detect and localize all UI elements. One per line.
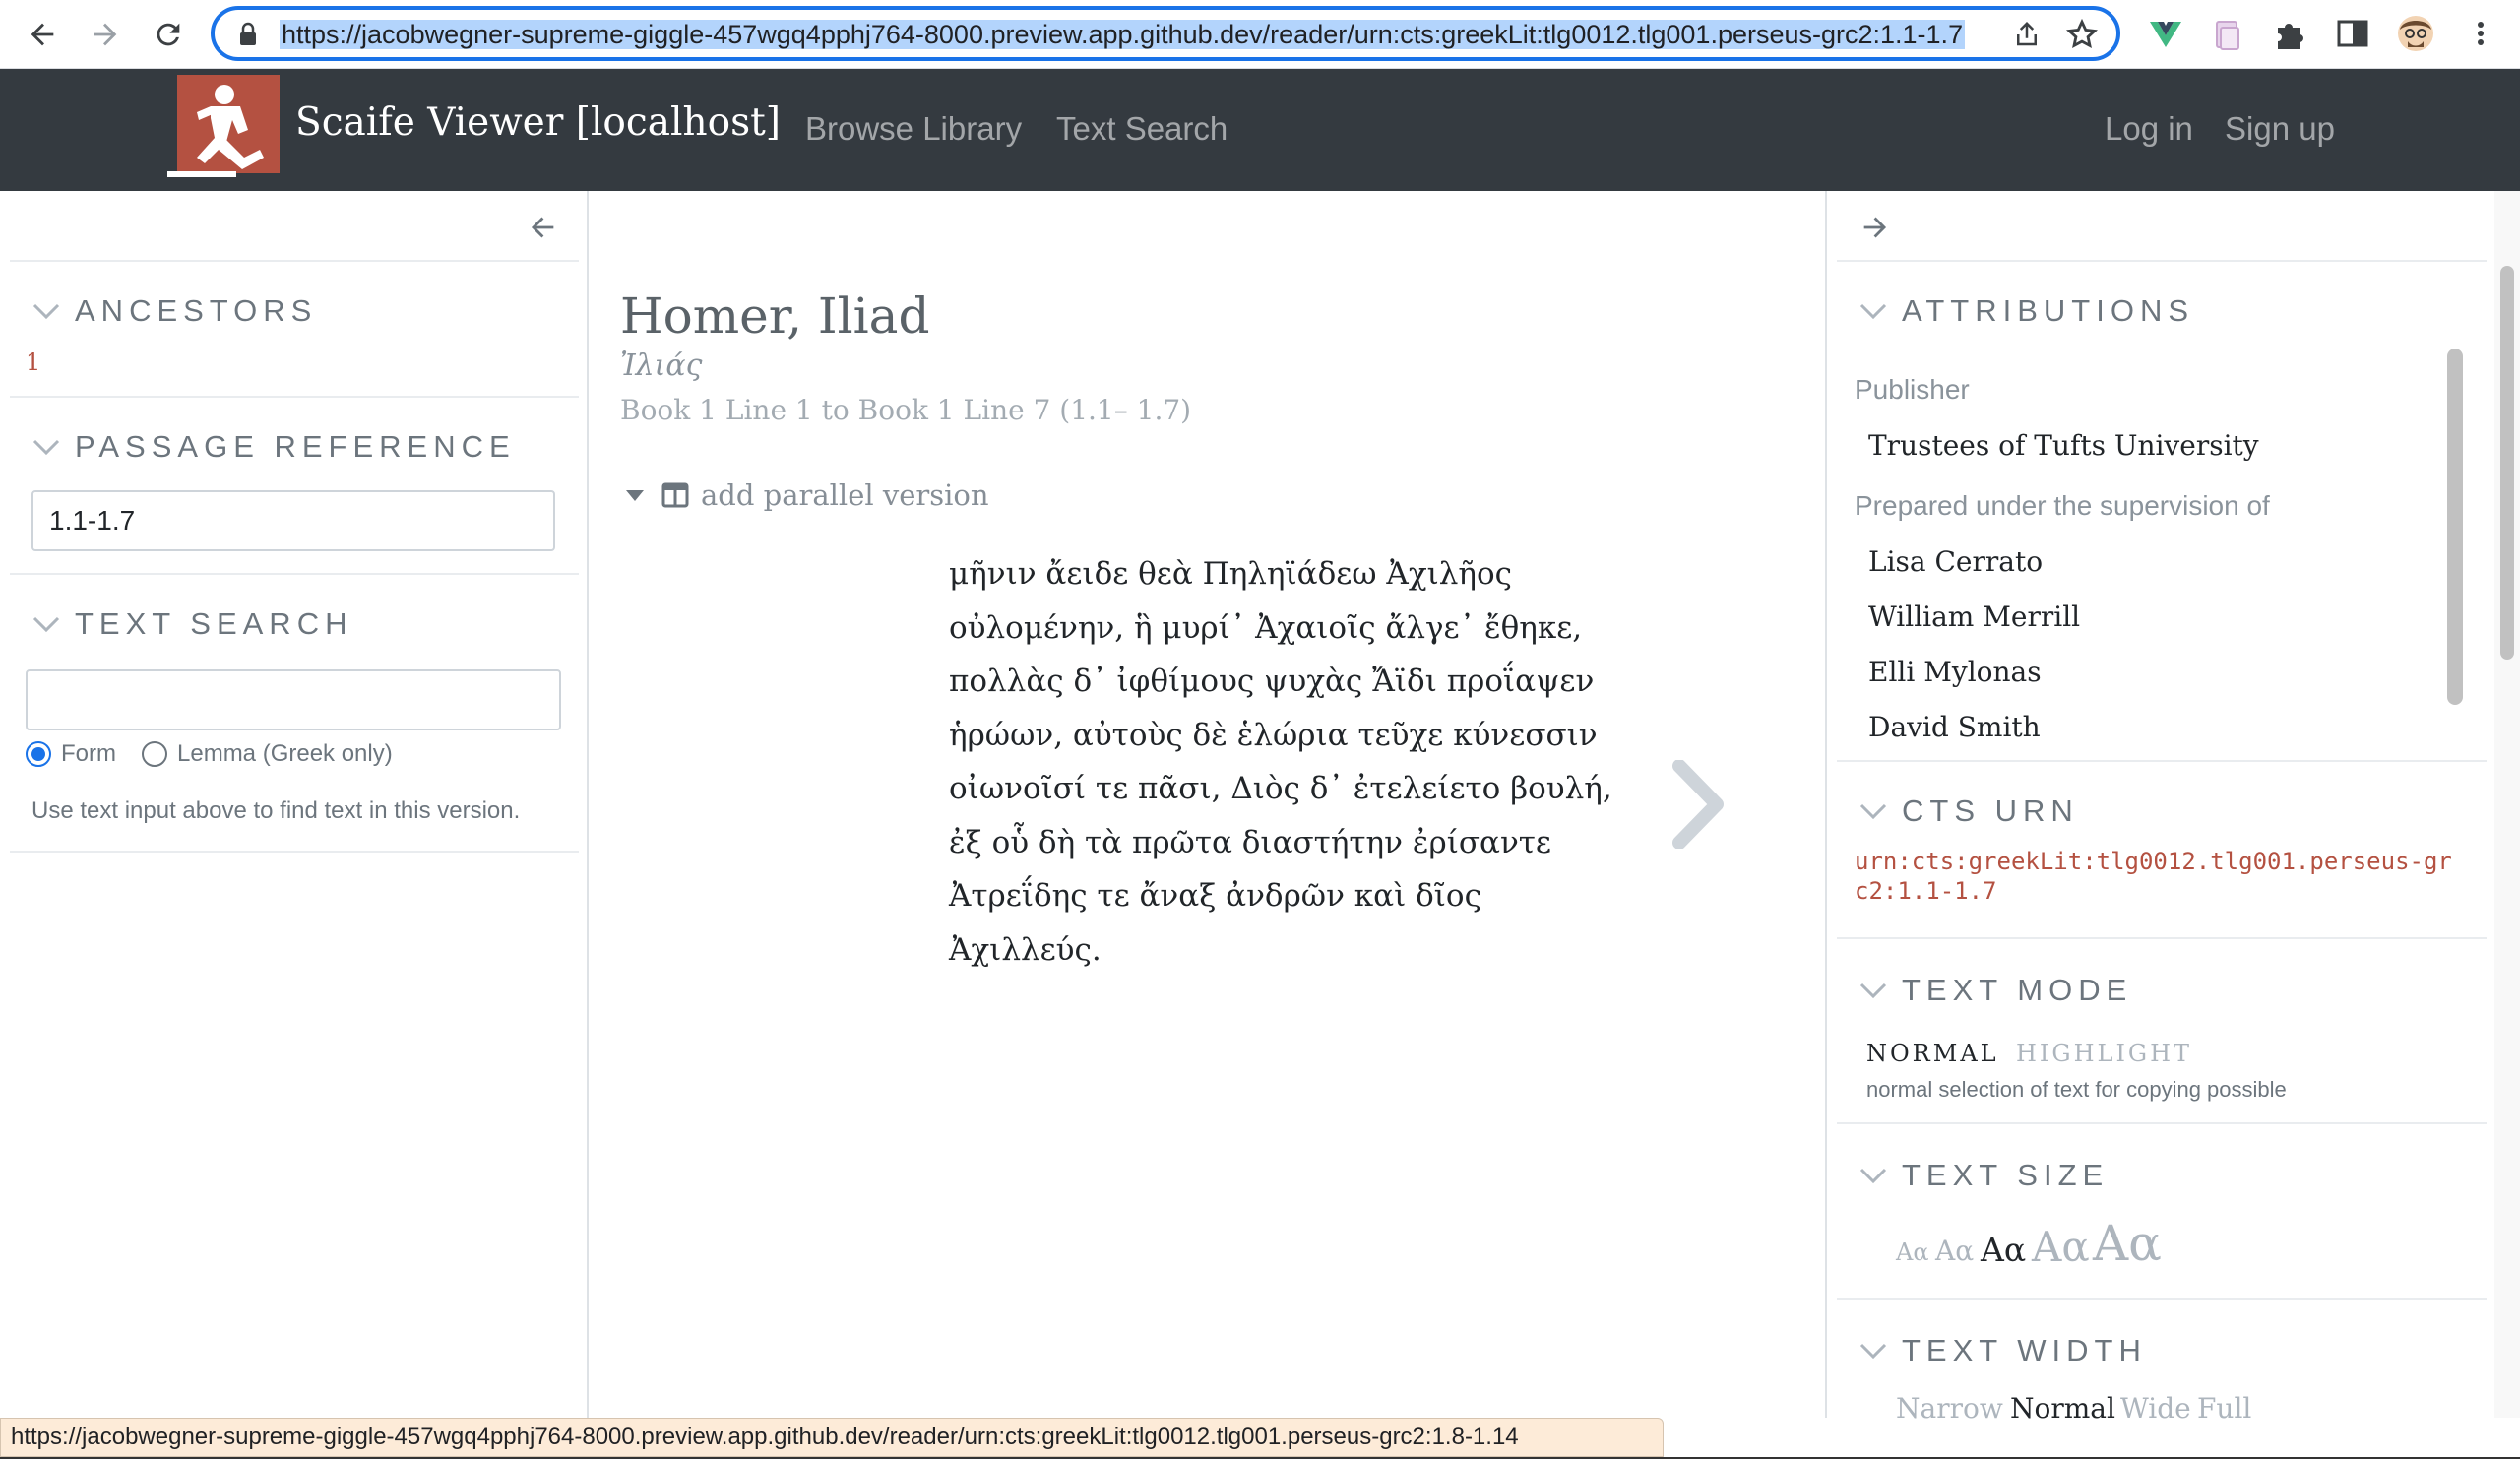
passage-reference-header[interactable] [32, 429, 516, 465]
text-size-sm[interactable]: Aα [1935, 1235, 1975, 1267]
chevron-down-icon [32, 300, 61, 322]
vue-devtools-button[interactable] [2146, 14, 2185, 53]
add-parallel-label: add parallel version [701, 478, 989, 512]
reload-icon [152, 18, 185, 51]
radio-form-option[interactable] [26, 740, 116, 768]
lock-icon [236, 22, 260, 47]
clipboard-icon [2207, 14, 2246, 53]
avatar [2396, 14, 2435, 53]
extensions-button[interactable] [2270, 14, 2309, 53]
text-line: Ἀτρεΐδης τε ἄναξ ἀνδρῶν καὶ δῖος [949, 878, 1481, 914]
clipboard-extension-button[interactable] [2207, 14, 2246, 53]
text-size-title: TEXT SIZE [1902, 1158, 2110, 1192]
text-width-title: TEXT WIDTH [1902, 1333, 2147, 1367]
text-line: οἰωνοῖσί τε πᾶσι, Διὸς δ᾽ ἐτελείετο βουλή, [949, 771, 1612, 806]
add-parallel-version-toggle[interactable] [626, 478, 989, 512]
attribution-person: Elli Mylonas [1868, 656, 2042, 688]
work-subtitle: Ἰλιάς [620, 349, 703, 383]
supervision-label: Prepared under the supervision of [1855, 490, 2270, 521]
scaife-logo[interactable] [167, 75, 287, 181]
text-search-header[interactable] [32, 606, 352, 642]
site-brand[interactable]: Scaife Viewer [localhost] [295, 100, 781, 145]
vue-icon [2146, 14, 2185, 53]
search-hint: Use text input above to find text in this version. [32, 797, 521, 824]
work-title: Homer, Iliad [620, 287, 930, 345]
site-navbar [0, 69, 2520, 191]
divider [10, 573, 579, 575]
text-mode-header[interactable] [1858, 973, 2132, 1008]
divider [10, 260, 579, 262]
text-line: ἡρώων, αὐτοὺς δὲ ἑλώρια τεῦχε κύνεσσιν [949, 717, 1598, 753]
browser-menu-button[interactable] [2461, 14, 2481, 53]
radio-lemma[interactable] [142, 741, 167, 767]
signup-link[interactable]: Sign up [2225, 110, 2335, 147]
divider [1837, 1122, 2487, 1124]
ancestors-title: ANCESTORS [75, 293, 318, 328]
attributions-scrollbar[interactable] [2443, 349, 2465, 742]
next-passage-icon[interactable] [1670, 760, 1727, 849]
chevron-down-icon [1858, 980, 1888, 1001]
publisher-label: Publisher [1855, 374, 1970, 405]
width-full-button[interactable]: Full [2197, 1392, 2252, 1425]
radio-lemma-option[interactable] [142, 740, 393, 768]
reader-main [591, 191, 1825, 1418]
mode-highlight-button[interactable]: HIGHLIGHT [2016, 1040, 2193, 1067]
share-icon[interactable] [2012, 20, 2042, 49]
chevron-down-icon [1858, 800, 1888, 822]
radio-lemma-label: Lemma (Greek only) [177, 740, 393, 767]
divider [10, 396, 579, 398]
profile-avatar[interactable] [2396, 14, 2435, 53]
reload-button[interactable] [144, 10, 193, 59]
width-wide-button[interactable]: Wide [2120, 1392, 2191, 1425]
page-scrollbar-thumb[interactable] [2500, 266, 2514, 660]
puzzle-icon [2270, 14, 2309, 53]
collapse-right-icon[interactable] [1858, 211, 1892, 244]
publisher-value: Trustees of Tufts University [1868, 429, 2259, 462]
divider [1837, 937, 2487, 939]
cts-urn-title: CTS URN [1902, 793, 2079, 828]
attribution-person: William Merrill [1868, 601, 2081, 633]
mode-normal-button[interactable]: NORMAL [1866, 1040, 1999, 1067]
address-bar[interactable] [211, 6, 2120, 61]
collapse-left-icon[interactable] [526, 211, 559, 244]
back-button[interactable] [18, 10, 67, 59]
arrow-right-icon [89, 18, 122, 51]
link-status-bubble: https://jacobwegner-supreme-giggle-457wgq4pphj764-8000.preview.app.github.dev/reader/urn:cts:greekLit:tlg0012.tlg001.perseus-grc2:1.8-1.14 [0, 1418, 1664, 1457]
text-size-md[interactable]: Aα [1981, 1231, 2027, 1269]
arrow-left-icon [26, 18, 59, 51]
attribution-person: David Smith [1868, 711, 2041, 743]
right-sidebar [1825, 191, 2494, 1425]
attributions-title: ATTRIBUTIONS [1902, 293, 2195, 328]
divider [10, 851, 579, 853]
radio-form[interactable] [26, 741, 51, 767]
text-size-header[interactable] [1858, 1158, 2109, 1193]
forward-button[interactable] [81, 10, 130, 59]
columns-icon [662, 482, 689, 508]
text-line: πολλὰς δ᾽ ἰφθίμους ψυχὰς Ἄϊδι προΐαψεν [949, 664, 1595, 699]
caret-down-icon [626, 490, 644, 501]
passage-text [949, 547, 1612, 977]
more-vert-icon [2461, 14, 2500, 53]
passage-reference-input[interactable]: 1.1-1.7 [32, 490, 555, 551]
side-panel-button[interactable] [2333, 14, 2372, 53]
page-scrollbar[interactable] [2494, 191, 2520, 1418]
login-link[interactable]: Log in [2105, 110, 2193, 147]
text-line: μῆνιν ἄειδε θεὰ Πηληϊάδεω Ἀχιλῆος [949, 556, 1513, 592]
attributions-header[interactable] [1858, 293, 2194, 329]
text-size-xs[interactable]: Aα [1896, 1238, 1929, 1266]
star-icon[interactable] [2065, 18, 2099, 51]
nav-text-search[interactable]: Text Search [1056, 110, 1228, 147]
cts-urn-value[interactable]: urn:cts:greekLit:tlg0012.tlg001.perseus-grc2:1.1-1.7 [1855, 848, 2452, 905]
divider [1837, 1298, 2487, 1300]
width-normal-button[interactable]: Normal [2010, 1392, 2115, 1425]
text-line: οὐλομένην, ἣ μυρί᾽ Ἀχαιοῖς ἄλγε᾽ ἔθηκε, [949, 609, 1583, 646]
text-size-lg[interactable]: Aα [2032, 1223, 2090, 1271]
text-mode-title: TEXT MODE [1902, 973, 2133, 1007]
text-size-xl[interactable]: Aα [2093, 1215, 2162, 1272]
scrollbar-thumb[interactable] [2447, 349, 2463, 705]
mode-hint: normal selection of text for copying possible [1866, 1077, 2287, 1102]
divider [1837, 260, 2487, 262]
passage-range: Book 1 Line 1 to Book 1 Line 7 (1.1– 1.7) [620, 394, 1192, 426]
ancestor-link[interactable]: 1 [26, 349, 41, 376]
passage-reference-title: PASSAGE REFERENCE [75, 429, 516, 464]
attribution-person: Lisa Cerrato [1868, 545, 2044, 578]
left-sidebar [0, 191, 589, 1418]
ancestors-header[interactable] [32, 293, 317, 329]
divider [1837, 760, 2487, 762]
text-width-header[interactable] [1858, 1333, 2147, 1368]
chevron-down-icon [1858, 1340, 1888, 1362]
text-line: Ἀχιλλεύς. [949, 931, 1102, 968]
url-text[interactable]: https://jacobwegner-supreme-giggle-457wgq4pphj764-8000.preview.app.github.dev/reader/urn:cts:greekLit:tlg0012.tlg001.perseus-grc2:1.1-1.7 [282, 20, 1964, 49]
cts-urn-header[interactable] [1858, 793, 2079, 829]
chevron-down-icon [1858, 1165, 1888, 1186]
width-narrow-button[interactable]: Narrow [1896, 1392, 2003, 1425]
logo-icon [167, 75, 287, 181]
chevron-down-icon [32, 613, 61, 635]
nav-browse-library[interactable]: Browse Library [805, 110, 1023, 147]
chevron-down-icon [1858, 300, 1888, 322]
text-line: ἐξ οὗ δὴ τὰ πρῶτα διαστήτην ἐρίσαντε [949, 824, 1551, 860]
chevron-down-icon [32, 436, 61, 458]
text-search-input[interactable] [26, 669, 561, 730]
radio-form-label: Form [61, 740, 116, 767]
browser-toolbar [0, 0, 2520, 69]
text-search-title: TEXT SEARCH [75, 606, 353, 641]
sidebar-icon [2333, 14, 2372, 53]
